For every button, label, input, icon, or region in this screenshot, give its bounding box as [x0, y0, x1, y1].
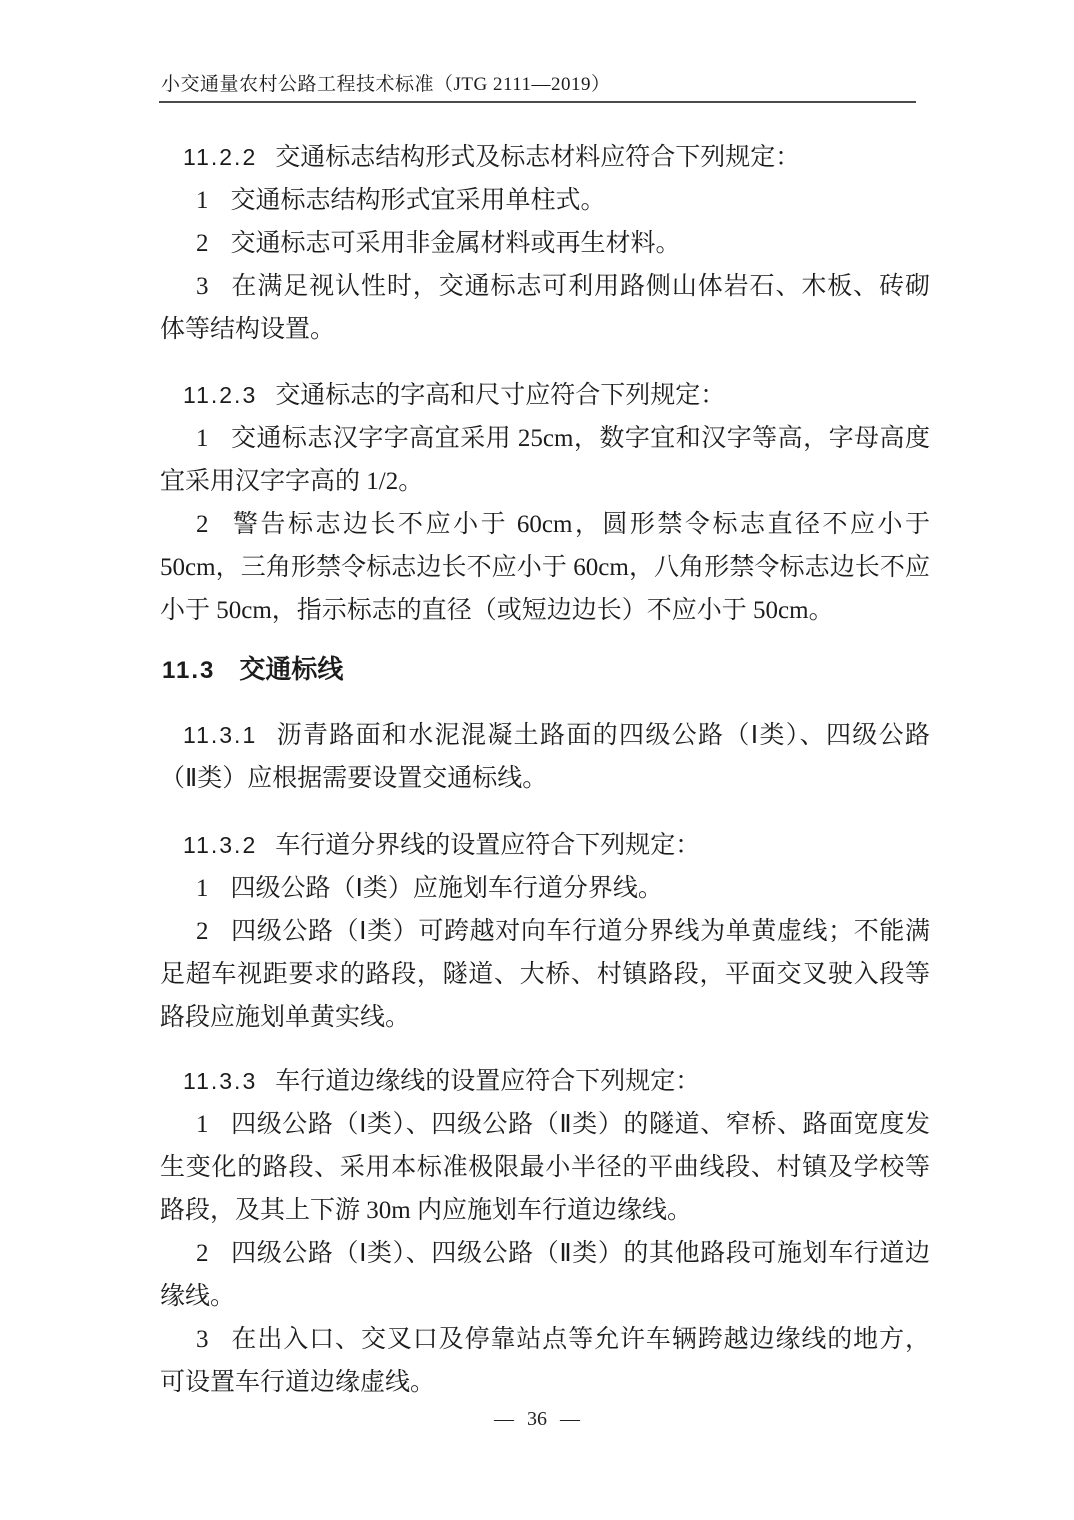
item-text: 四级公路（Ⅰ类）应施划车行道分界线。 [230, 875, 663, 902]
item-number: 1 [196, 1111, 209, 1138]
list-item [160, 1318, 930, 1404]
clause-11-3-3 [160, 1060, 930, 1103]
item-number: 1 [196, 187, 209, 214]
item-text: 交通标志可采用非金属材料或再生材料。 [230, 230, 681, 257]
section-heading-11-3 [160, 648, 930, 692]
item-text: 四级公路（Ⅰ类）、四级公路（Ⅱ类）的隧道、窄桥、路面宽度发生变化的路段、采用本标准极限最小半径的平曲线段、村镇及学校等路段，及其上下游 30m 内应施划车行道边缘线。 [160, 1111, 930, 1224]
item-text: 交通标志结构形式宜采用单柱式。 [230, 187, 606, 214]
item-number: 2 [196, 230, 209, 257]
item-number: 3 [196, 273, 209, 300]
list-item [160, 417, 930, 503]
section-number: 11.3 [162, 657, 216, 684]
item-text: 四级公路（Ⅰ类）可跨越对向车行道分界线为单黄虚线；不能满足超车视距要求的路段，隧道、大桥、村镇路段，平面交叉驶入段等路段应施划单黄实线。 [160, 918, 930, 1031]
running-header-title: 小交通量农村公路工程技术标准（JTG 2111—2019） [161, 74, 611, 95]
footer-dash-left: — [494, 1408, 514, 1430]
clause-text: 交通标志结构形式及标志材料应符合下列规定： [275, 144, 801, 171]
clause-11-3-2 [160, 824, 930, 867]
list-item [160, 910, 930, 1039]
item-text: 在出入口、交叉口及停靠站点等允许车辆跨越边缘线的地方，可设置车行道边缘虚线。 [160, 1326, 930, 1396]
list-item [160, 1103, 930, 1232]
list-item [160, 222, 930, 265]
list-item [160, 503, 930, 632]
page-footer [0, 1407, 1074, 1431]
footer-dash-right: — [560, 1408, 580, 1430]
clause-text: 车行道分界线的设置应符合下列规定： [275, 832, 701, 859]
item-text: 在满足视认性时，交通标志可利用路侧山体岩石、木板、砖砌体等结构设置。 [160, 273, 930, 343]
clause-11-2-2 [160, 136, 930, 179]
clause-text: 车行道边缘线的设置应符合下列规定： [275, 1068, 701, 1095]
list-item [160, 179, 930, 222]
item-number: 1 [196, 875, 209, 902]
page-number: 36 [527, 1408, 547, 1430]
clause-number: 11.3.3 [183, 1068, 258, 1094]
item-text: 四级公路（Ⅰ类）、四级公路（Ⅱ类）的其他路段可施划车行道边缘线。 [160, 1240, 930, 1310]
clause-number: 11.3.2 [183, 832, 258, 858]
item-text: 警告标志边长不应小于 60cm，圆形禁令标志直径不应小于 50cm，三角形禁令标志边长不应小于 60cm，八角形禁令标志边长不应小于 50cm，指示标志的直径（或短边边长）不应小于 50cm。 [160, 511, 930, 624]
list-item [160, 867, 930, 910]
item-number: 2 [196, 918, 209, 945]
list-item [160, 265, 930, 351]
item-text: 交通标志汉字字高宜采用 25cm，数字宜和汉字等高，字母高度宜采用汉字字高的 1/2。 [160, 425, 930, 495]
item-number: 1 [196, 425, 209, 452]
clause-number: 11.3.1 [183, 722, 258, 748]
clause-number: 11.2.2 [183, 144, 258, 170]
item-number: 2 [196, 511, 209, 538]
clause-number: 11.2.3 [183, 382, 258, 408]
item-number: 2 [196, 1240, 209, 1267]
clause-11-3-1 [160, 714, 930, 800]
clause-11-2-3 [160, 374, 930, 417]
clause-text: 交通标志的字高和尺寸应符合下列规定： [275, 382, 726, 409]
section-title: 交通标线 [239, 654, 344, 684]
page-body [160, 136, 930, 1404]
item-number: 3 [196, 1326, 209, 1353]
clause-text: 沥青路面和水泥混凝土路面的四级公路（Ⅰ类）、四级公路（Ⅱ类）应根据需要设置交通标线。 [160, 722, 930, 792]
header-rule [159, 101, 916, 103]
list-item [160, 1232, 930, 1318]
